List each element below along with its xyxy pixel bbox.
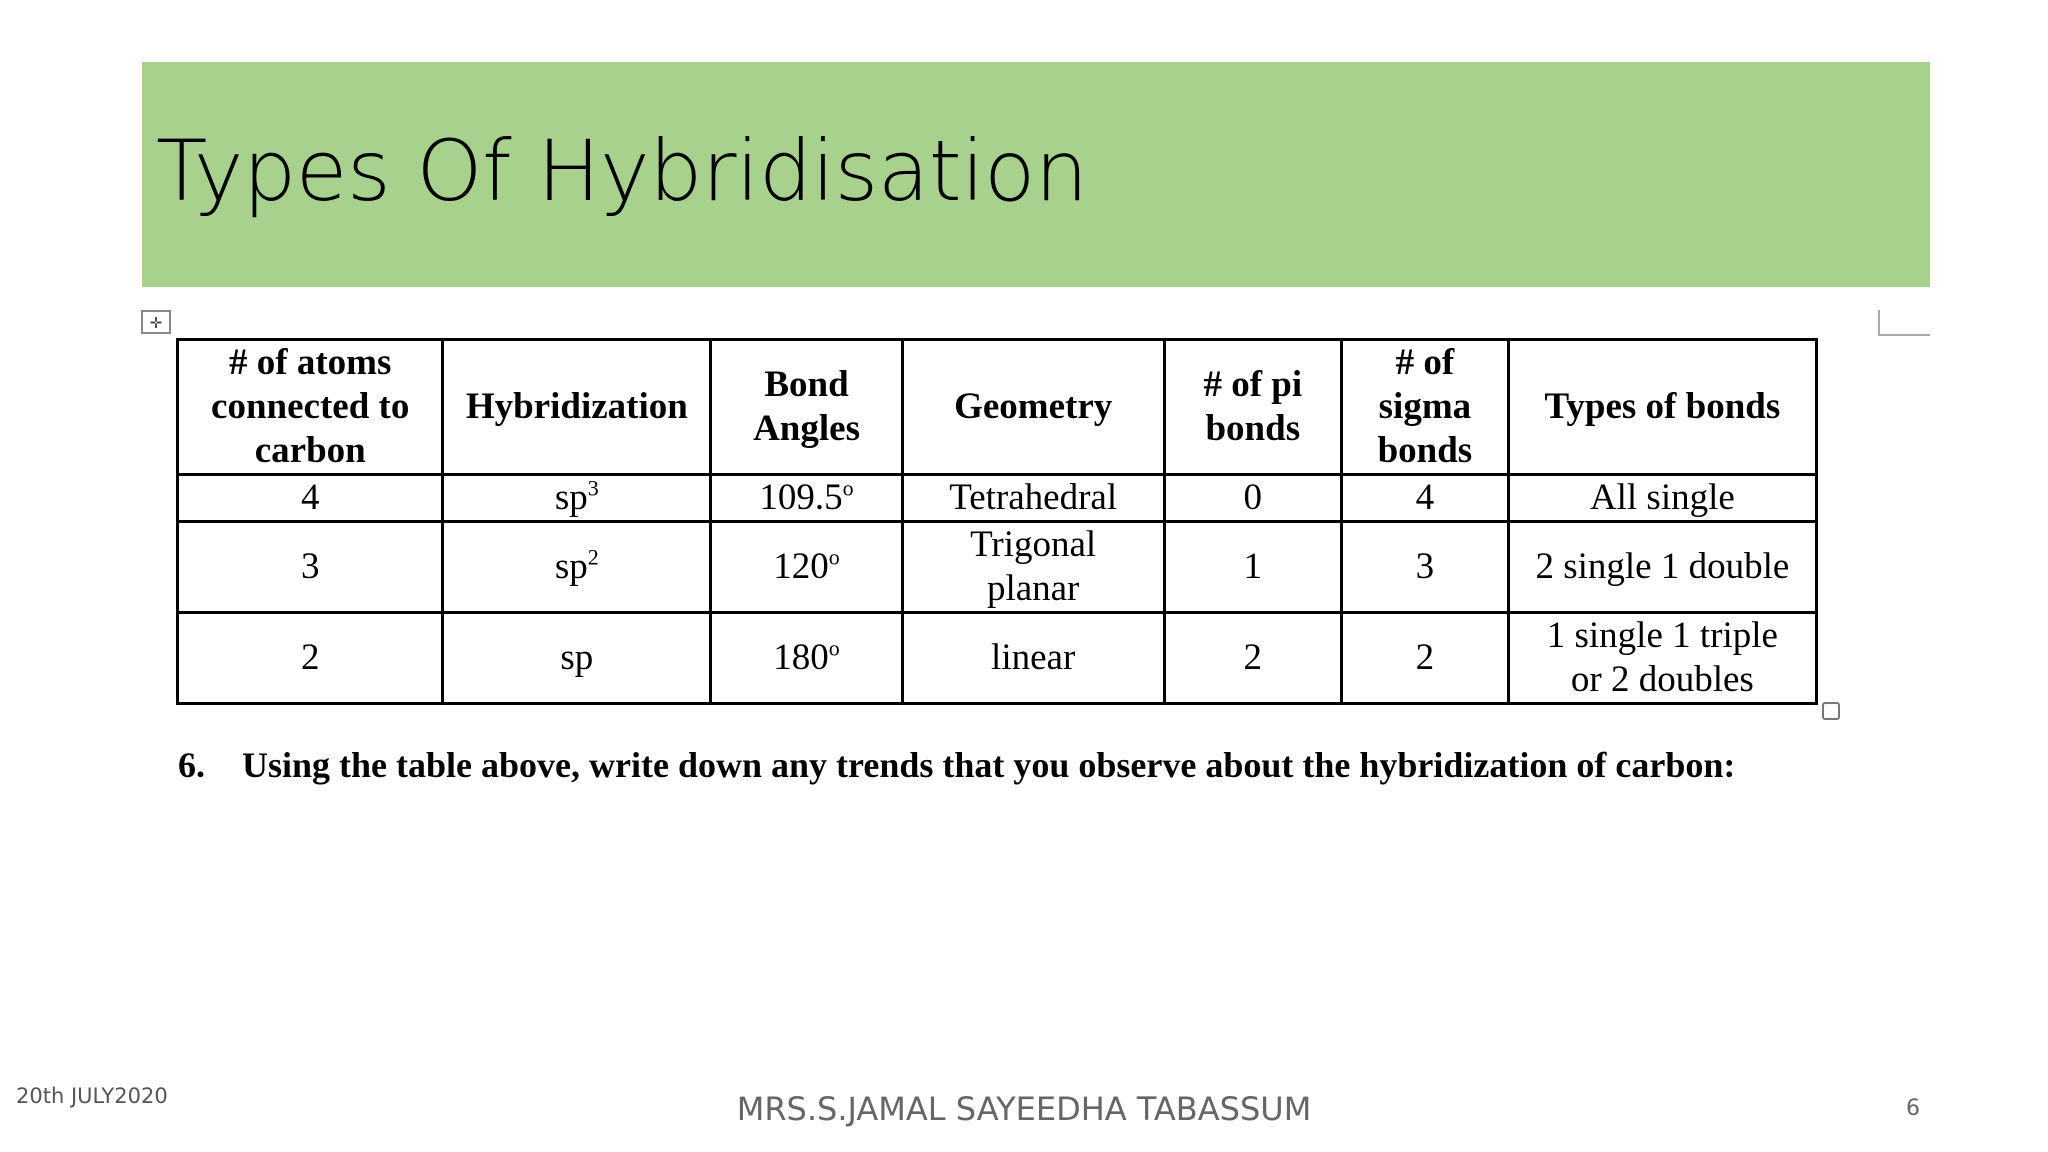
cell-atoms: 4	[178, 475, 443, 522]
slide-number: 6	[1906, 1096, 1920, 1121]
footer-author: MRS.S.JAMAL SAYEEDHA TABASSUM	[736, 1090, 1312, 1128]
cell-geometry: linear	[902, 613, 1164, 704]
placeholder-corner-mark	[1878, 310, 1930, 336]
cell-atoms: 3	[178, 522, 443, 613]
table-row	[178, 475, 1817, 522]
header-sigma-bonds: # of sigma bonds	[1342, 340, 1509, 475]
header-types-of-bonds: Types of bonds	[1508, 340, 1816, 475]
slide-title[interactable]: Types Of Hybridisation	[156, 122, 1088, 220]
table-row	[178, 522, 1817, 613]
cell-geometry: Trigonal planar	[902, 522, 1164, 613]
cell-geometry: Tetrahedral	[902, 475, 1164, 522]
cell-pi-bonds: 2	[1164, 613, 1342, 704]
header-hybridization: Hybridization	[443, 340, 711, 475]
angle-value: 180	[773, 637, 829, 678]
table-resize-handle-icon[interactable]	[1822, 702, 1840, 720]
cell-types-of-bonds: All single	[1508, 475, 1816, 522]
table-move-handle-icon[interactable]: ✛	[141, 310, 171, 334]
header-bond-angles: Bond Angles	[711, 340, 903, 475]
question-body: Using the table above, write down any trends that you observe about the hybridization of carbon:	[242, 745, 1736, 785]
cell-sigma-bonds: 4	[1342, 475, 1509, 522]
cell-bond-angle	[711, 522, 903, 613]
header-pi-bonds: # of pi bonds	[1164, 340, 1342, 475]
cell-hybridization	[443, 522, 711, 613]
angle-value: 109.5	[759, 477, 843, 518]
hyb-base: sp	[554, 477, 588, 518]
table-row	[178, 613, 1817, 704]
question-number: 6.	[178, 745, 205, 785]
title-band	[142, 62, 1930, 287]
cell-hybridization	[443, 613, 711, 704]
cell-sigma-bonds: 2	[1342, 613, 1509, 704]
cell-sigma-bonds: 3	[1342, 522, 1509, 613]
cell-pi-bonds: 0	[1164, 475, 1342, 522]
hyb-base: sp	[554, 546, 588, 587]
hyb-base: sp	[560, 637, 594, 678]
degree-superscript: o	[828, 544, 840, 570]
hybridization-table[interactable]	[176, 338, 1818, 705]
cell-bond-angle	[711, 475, 903, 522]
question-text[interactable]	[178, 744, 1735, 786]
cell-types-of-bonds: 1 single 1 triple or 2 doubles	[1508, 613, 1816, 704]
cell-hybridization	[443, 475, 711, 522]
header-atoms-connected: # of atoms connected to carbon	[178, 340, 443, 475]
cell-atoms: 2	[178, 613, 443, 704]
footer-date: 20th JULY2020	[16, 1084, 168, 1108]
cell-pi-bonds: 1	[1164, 522, 1342, 613]
cell-bond-angle	[711, 613, 903, 704]
hyb-superscript: 2	[587, 544, 599, 570]
degree-superscript: o	[842, 475, 854, 501]
cell-types-of-bonds: 2 single 1 double	[1508, 522, 1816, 613]
header-geometry: Geometry	[902, 340, 1164, 475]
hyb-superscript: 3	[587, 475, 599, 501]
degree-superscript: o	[828, 635, 840, 661]
table-header-row	[178, 340, 1817, 475]
angle-value: 120	[773, 546, 829, 587]
